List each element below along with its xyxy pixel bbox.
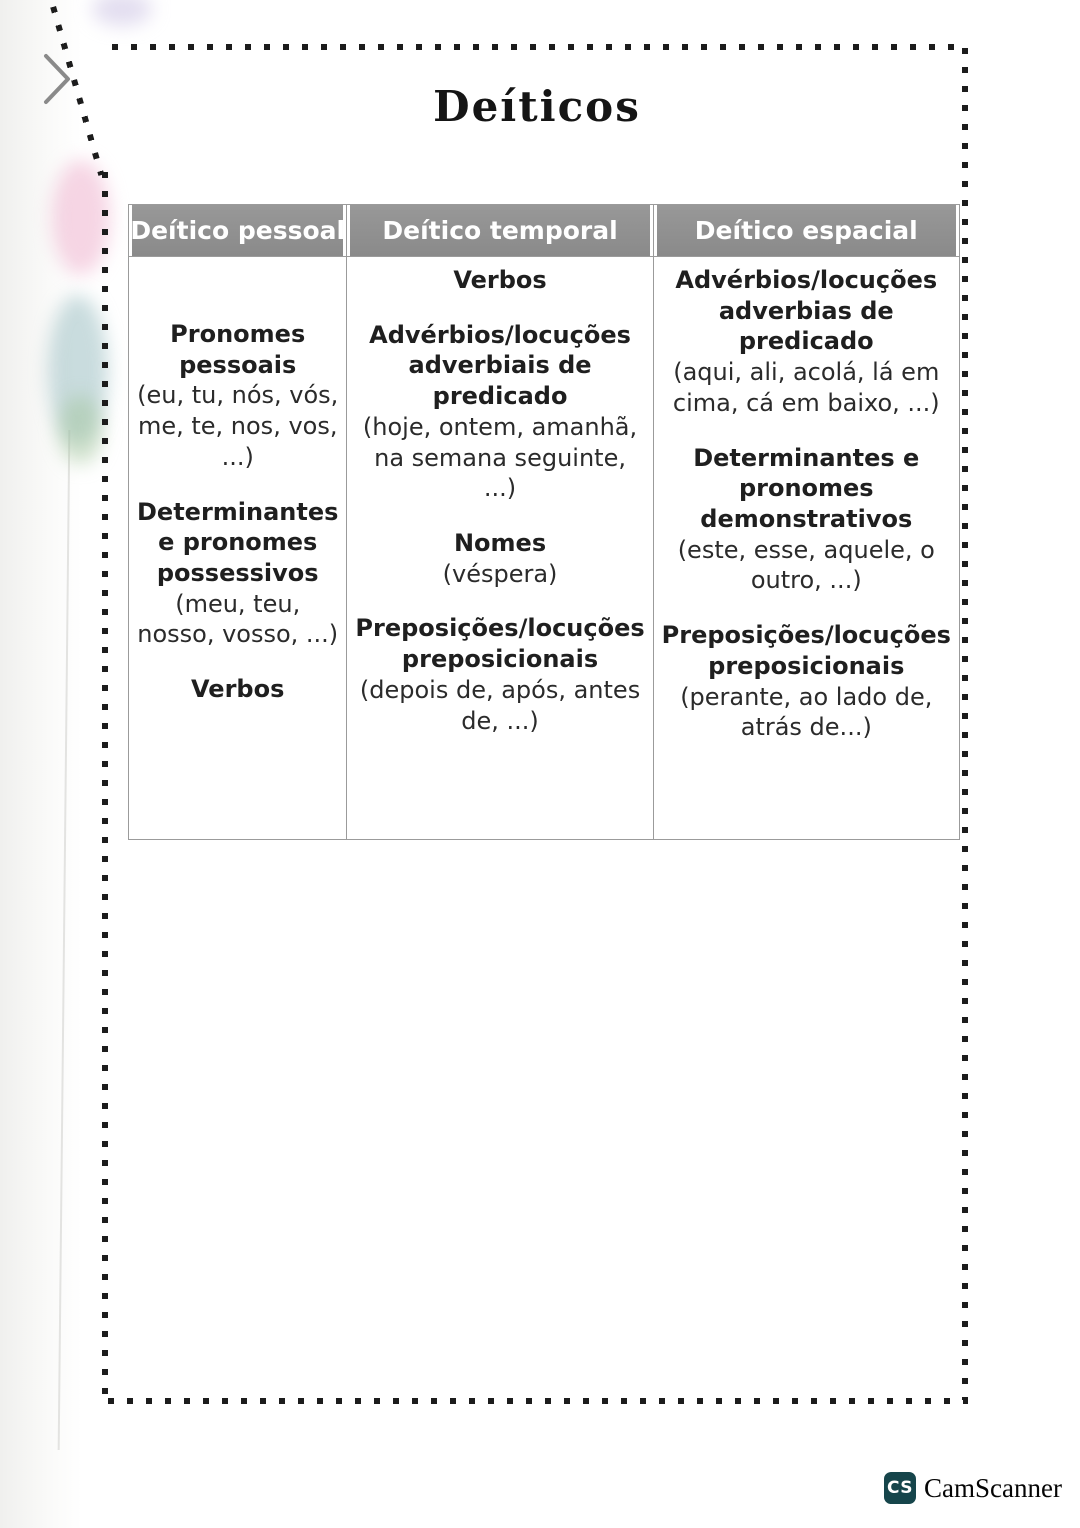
section-examples: (perante, ao lado de, atrás de...) (680, 682, 933, 742)
column-body-temporal (347, 257, 652, 839)
table-section (662, 443, 951, 597)
dotted-border-bottom (108, 1398, 968, 1404)
dotted-border-right (962, 48, 968, 1400)
section-examples: (véspera) (442, 559, 558, 588)
table-section (662, 620, 951, 743)
column-body-pessoal (129, 257, 346, 839)
section-examples: (este, esse, aquele, o outro, ...) (677, 535, 935, 595)
column-deitico-temporal (346, 204, 653, 840)
section-heading: Pronomes pessoais (170, 320, 306, 379)
table-section (137, 497, 338, 651)
section-examples: (depois de, após, antes de, ...) (359, 675, 641, 735)
section-heading: Verbos (191, 675, 285, 704)
paper-edge-top-smudge (92, 0, 152, 26)
column-header-temporal: Deítico temporal (347, 205, 652, 257)
column-body-espacial (654, 257, 959, 839)
section-heading: Preposições/locuções preposicionais (355, 614, 645, 674)
table-section (355, 613, 644, 736)
section-heading: Determinantes e pronomes demonstrativos (693, 443, 920, 534)
camscanner-label: CamScanner (924, 1472, 1062, 1503)
section-heading: Advérbios/locuções adverbias de predicado (675, 266, 938, 356)
dotted-border-top (112, 44, 965, 50)
table-section (137, 319, 338, 473)
table-section (662, 265, 951, 419)
paper-edge-green-smudge (58, 395, 103, 465)
column-header-espacial: Deítico espacial (654, 205, 959, 257)
section-heading: Preposições/locuções preposicionais (661, 621, 951, 680)
deictics-table (128, 204, 956, 840)
column-header-pessoal: Deítico pessoal (129, 205, 346, 257)
table-section (355, 265, 644, 296)
dotted-border-left (102, 172, 108, 1400)
table-section (355, 320, 644, 504)
section-heading: Verbos (453, 266, 547, 294)
table-section (137, 674, 338, 705)
section-examples: (eu, tu, nós, vós, me, te, nos, vos, ...) (137, 381, 339, 471)
page-title: Deíticos (433, 82, 641, 131)
section-examples: (meu, teu, nosso, vosso, ...) (137, 589, 339, 649)
section-heading: Determinantes e pronomes possessivos (137, 497, 339, 588)
section-examples: (aqui, ali, acolá, lá em cima, cá em baixo, ...) (672, 358, 940, 417)
table-section (355, 528, 644, 589)
camscanner-watermark (884, 1472, 1062, 1504)
column-deitico-pessoal (128, 204, 347, 840)
section-heading: Nomes (453, 529, 547, 558)
camscanner-icon: CS (884, 1472, 916, 1504)
column-deitico-espacial (653, 204, 960, 840)
section-heading: Advérbios/locuções adverbiais de predicado (369, 320, 631, 411)
section-examples: (hoje, ontem, amanhã, na semana seguinte, ...) (362, 412, 638, 503)
